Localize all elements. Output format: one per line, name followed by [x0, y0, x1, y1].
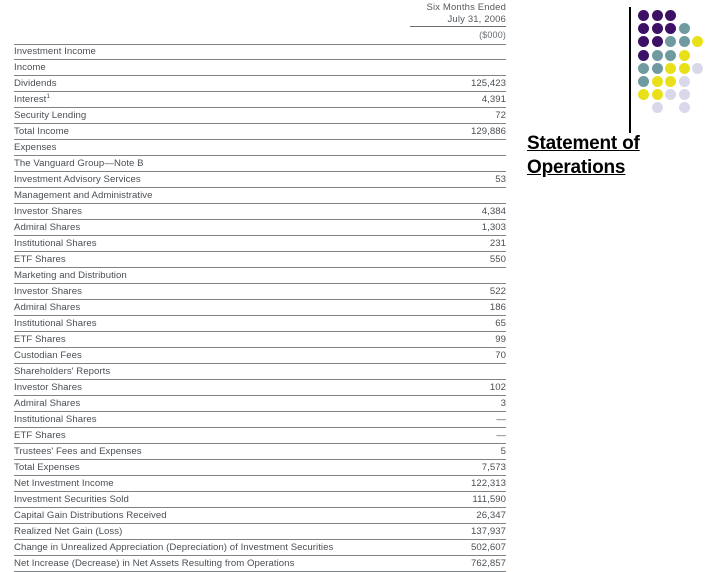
row-label: Income	[14, 60, 410, 76]
table-row	[14, 348, 506, 364]
row-label: ETF Shares	[14, 428, 410, 444]
logo-dot-teal	[679, 23, 690, 34]
row-value: 65	[410, 316, 506, 332]
logo-dot-yellow	[652, 89, 663, 100]
operations-rows-table	[14, 44, 506, 572]
row-label: Investor Shares	[14, 204, 410, 220]
logo-dot-yellow	[652, 76, 663, 87]
row-label: Institutional Shares	[14, 236, 410, 252]
logo-dot-yellow	[692, 36, 703, 47]
row-value: 53	[410, 172, 506, 188]
row-label: ETF Shares	[14, 252, 410, 268]
row-label: ETF Shares	[14, 332, 410, 348]
row-value: 7,573	[410, 460, 506, 476]
row-value: 762,857	[410, 556, 506, 572]
logo-dot-purple	[652, 23, 663, 34]
row-label: Change in Unrealized Appreciation (Depreciation) of Investment Securities	[14, 540, 410, 556]
row-value: —	[410, 428, 506, 444]
row-value: 4,384	[410, 204, 506, 220]
logo-dot-teal	[652, 63, 663, 74]
row-label: Realized Net Gain (Loss)	[14, 524, 410, 540]
row-label: Net Investment Income	[14, 476, 410, 492]
row-label: Net Increase (Decrease) in Net Assets Resulting from Operations	[14, 556, 410, 572]
row-label: Shareholders' Reports	[14, 364, 410, 380]
table-row	[14, 268, 506, 284]
row-value: 1,303	[410, 220, 506, 236]
table-row	[14, 364, 506, 380]
row-label: Admiral Shares	[14, 220, 410, 236]
logo-dot-lavender	[665, 89, 676, 100]
table-row	[14, 92, 506, 108]
logo-dot-yellow	[679, 50, 690, 61]
row-label: Capital Gain Distributions Received	[14, 508, 410, 524]
table-row	[14, 396, 506, 412]
row-label: Investor Shares	[14, 380, 410, 396]
row-label: Investment Income	[14, 44, 410, 60]
table-row	[14, 124, 506, 140]
logo-dot-teal	[665, 36, 676, 47]
row-label: Admiral Shares	[14, 396, 410, 412]
logo-dot-purple	[652, 36, 663, 47]
table-row	[14, 156, 506, 172]
table-row	[14, 428, 506, 444]
logo-dot-teal	[652, 50, 663, 61]
row-label: Expenses	[14, 140, 410, 156]
vanguard-dot-grid-logo	[638, 10, 720, 118]
table-row	[14, 236, 506, 252]
table-row	[14, 220, 506, 236]
table-row	[14, 76, 506, 92]
table-row	[14, 172, 506, 188]
vertical-divider	[629, 7, 631, 133]
row-value: 3	[410, 396, 506, 412]
table-row	[14, 108, 506, 124]
logo-dot-purple	[665, 23, 676, 34]
table-row	[14, 380, 506, 396]
logo-dot-yellow	[665, 63, 676, 74]
row-label: Investment Advisory Services	[14, 172, 410, 188]
row-label: Institutional Shares	[14, 412, 410, 428]
logo-dot-purple	[638, 23, 649, 34]
row-label: Trustees' Fees and Expenses	[14, 444, 410, 460]
table-row	[14, 284, 506, 300]
logo-dot-yellow	[665, 76, 676, 87]
table-row	[14, 476, 506, 492]
logo-dot-purple	[638, 36, 649, 47]
logo-dot-lavender	[692, 63, 703, 74]
logo-dot-purple	[652, 10, 663, 21]
row-label: Investment Securities Sold	[14, 492, 410, 508]
row-value	[410, 188, 506, 204]
table-row	[14, 252, 506, 268]
table-row	[14, 140, 506, 156]
row-value: 129,886	[410, 124, 506, 140]
row-value: —	[410, 412, 506, 428]
table-header-period	[410, 2, 506, 27]
row-label: Interest$^1$	[14, 92, 410, 108]
table-row	[14, 316, 506, 332]
table-header	[14, 2, 506, 42]
row-value: 522	[410, 284, 506, 300]
logo-dot-purple	[638, 10, 649, 21]
logo-dot-teal	[665, 50, 676, 61]
row-label: Investor Shares	[14, 284, 410, 300]
row-value	[410, 156, 506, 172]
logo-dot-teal	[638, 63, 649, 74]
logo-dot-teal	[679, 36, 690, 47]
row-label: Dividends	[14, 76, 410, 92]
row-value: 137,937	[410, 524, 506, 540]
logo-dot-lavender	[679, 76, 690, 87]
row-value: 70	[410, 348, 506, 364]
row-label: Admiral Shares	[14, 300, 410, 316]
table-row	[14, 444, 506, 460]
logo-dot-lavender	[679, 102, 690, 113]
logo-dot-lavender	[652, 102, 663, 113]
footnote-marker: 1	[46, 92, 51, 100]
row-value	[410, 364, 506, 380]
table-row	[14, 60, 506, 76]
period-line-2: July 31, 2006	[447, 13, 506, 25]
logo-dot-yellow	[679, 63, 690, 74]
row-label: Total Income	[14, 124, 410, 140]
logo-dot-purple	[665, 10, 676, 21]
table-row	[14, 332, 506, 348]
table-row	[14, 492, 506, 508]
row-value: 186	[410, 300, 506, 316]
row-value: 26,347	[410, 508, 506, 524]
table-row	[14, 524, 506, 540]
period-line-1: Six Months Ended	[426, 2, 506, 13]
row-value: 550	[410, 252, 506, 268]
row-label: Total Expenses	[14, 460, 410, 476]
table-row	[14, 412, 506, 428]
row-value: 231	[410, 236, 506, 252]
row-value: 5	[410, 444, 506, 460]
logo-dot-yellow	[638, 89, 649, 100]
row-value: 102	[410, 380, 506, 396]
row-label: Security Lending	[14, 108, 410, 124]
row-value	[410, 44, 506, 60]
row-value: 4,391	[410, 92, 506, 108]
table-header-units: ($000)	[479, 30, 506, 40]
row-label: Institutional Shares	[14, 316, 410, 332]
table-row	[14, 300, 506, 316]
table-row	[14, 540, 506, 556]
row-value	[410, 268, 506, 284]
row-value: 502,607	[410, 540, 506, 556]
logo-dot-purple	[638, 50, 649, 61]
row-value	[410, 60, 506, 76]
table-row	[14, 460, 506, 476]
row-label: Custodian Fees	[14, 348, 410, 364]
logo-dot-teal	[638, 76, 649, 87]
page-title	[527, 132, 720, 180]
row-label: Management and Administrative	[14, 188, 410, 204]
table-row	[14, 44, 506, 60]
row-label: The Vanguard Group—Note B	[14, 156, 410, 172]
logo-dot-lavender	[679, 89, 690, 100]
table-row	[14, 204, 506, 220]
row-label: Marketing and Distribution	[14, 268, 410, 284]
page-title-line-2: Operations	[527, 157, 626, 178]
table-row	[14, 508, 506, 524]
table-row	[14, 188, 506, 204]
row-value: 99	[410, 332, 506, 348]
statement-of-operations-table	[14, 2, 506, 572]
row-value: 122,313	[410, 476, 506, 492]
page-title-line-1: Statement of	[527, 133, 640, 154]
row-value	[410, 140, 506, 156]
row-value: 125,423	[410, 76, 506, 92]
row-value: 111,590	[410, 492, 506, 508]
row-value: 72	[410, 108, 506, 124]
table-row	[14, 556, 506, 572]
